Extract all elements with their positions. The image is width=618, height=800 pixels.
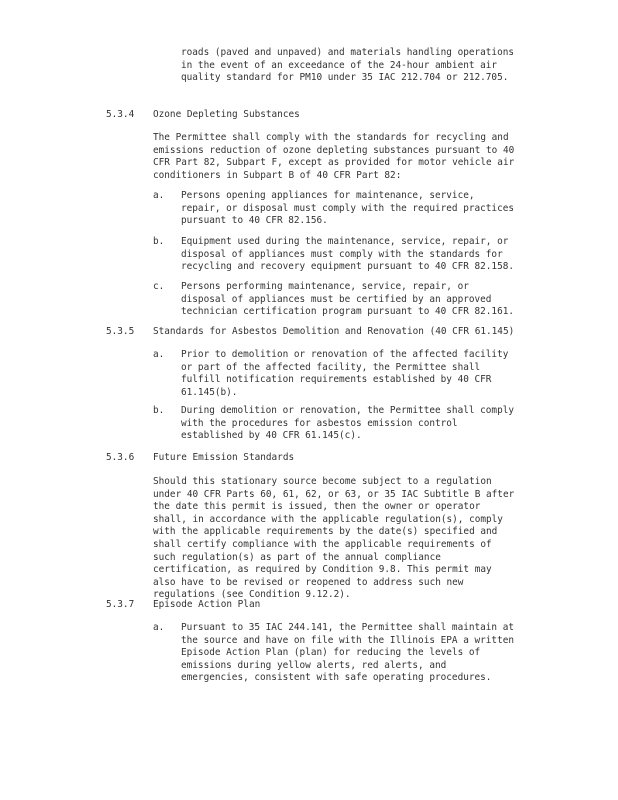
list-item-label: b. bbox=[153, 236, 165, 247]
text-line: emergencies, consistent with safe operating procedures. bbox=[181, 672, 492, 684]
text-line: such regulation(s) as part of the annual compliance bbox=[153, 551, 441, 563]
list-item bbox=[181, 190, 514, 228]
text-line: established by 40 CFR 61.145(c). bbox=[181, 430, 362, 442]
text-line: fulfill notification requirements established by 40 CFR bbox=[181, 374, 492, 386]
list-item-label: b. bbox=[153, 405, 165, 416]
text-line: with the procedures for asbestos emission control bbox=[181, 417, 458, 429]
text-line: the source and have on file with the Illinois EPA a written bbox=[181, 634, 515, 646]
list-item bbox=[181, 405, 514, 443]
text-line: Prior to demolition or renovation of the affected facility bbox=[181, 349, 509, 360]
text-line: emissions during yellow alerts, red alerts, and bbox=[181, 659, 447, 671]
section-title: Episode Action Plan bbox=[153, 599, 261, 610]
list-item bbox=[181, 349, 508, 399]
list-item-label: a. bbox=[153, 349, 165, 360]
text-line: repair, or disposal must comply with the required practices bbox=[181, 202, 515, 214]
text-line: Episode Action Plan (plan) for reducing the levels of bbox=[181, 647, 481, 659]
text-line: or part of the affected facility, the Permittee shall bbox=[181, 361, 481, 373]
text-line: technician certification program pursuant to 40 CFR 82.161. bbox=[181, 306, 515, 318]
list-item-label: c. bbox=[153, 281, 165, 292]
text-line: also have to be revised or reopened to address such new bbox=[153, 576, 464, 588]
text-line: certification, as required by Condition 9.8. This permit may bbox=[153, 564, 492, 576]
text-line: with the applicable requirements by the date(s) specified and bbox=[153, 526, 498, 538]
text-line: in the event of an exceedance of the 24-hour ambient air bbox=[181, 59, 498, 71]
section-title: Standards for Asbestos Demolition and Renovation (40 CFR 61.145) bbox=[153, 326, 515, 337]
text-line: 61.145(b). bbox=[181, 386, 238, 398]
text-line: shall certify compliance with the applicable requirements of bbox=[153, 538, 492, 550]
section-number: 5.3.7 bbox=[106, 599, 135, 610]
list-item bbox=[181, 622, 514, 685]
text-line: During demolition or renovation, the Permittee shall comply bbox=[181, 405, 515, 416]
list-item-label: a. bbox=[153, 190, 165, 201]
section-title: Future Emission Standards bbox=[153, 452, 295, 463]
section-number: 5.3.6 bbox=[106, 452, 135, 463]
section-number: 5.3.5 bbox=[106, 326, 135, 337]
section-title: Ozone Depleting Substances bbox=[153, 109, 300, 120]
text-line: roads (paved and unpaved) and materials handling operations bbox=[181, 47, 515, 58]
list-item bbox=[181, 281, 514, 319]
text-line: Should this stationary source become subject to a regulation bbox=[153, 476, 492, 487]
text-line: Persons performing maintenance, service, repair, or bbox=[181, 281, 469, 292]
list-item bbox=[181, 236, 514, 274]
text-line: disposal of appliances must be certified by an approved bbox=[181, 293, 492, 305]
text-line: CFR Part 82, Subpart F, except as provided for motor vehicle air bbox=[153, 157, 515, 169]
text-line: shall, in accordance with the applicable regulation(s), comply bbox=[153, 513, 503, 525]
section-paragraph bbox=[153, 476, 514, 602]
text-line: pursuant to 40 CFR 82.156. bbox=[181, 215, 328, 227]
text-line: disposal of appliances must comply with the standards for bbox=[181, 248, 503, 260]
text-line: regulations (see Condition 9.12.2). bbox=[153, 589, 351, 601]
text-line: the date this permit is issued, then the owner or operator bbox=[153, 501, 481, 513]
list-item-label: a. bbox=[153, 622, 165, 633]
text-line: emissions reduction of ozone depleting substances pursuant to 40 bbox=[153, 144, 515, 156]
text-line: The Permittee shall comply with the standards for recycling and bbox=[153, 132, 509, 143]
intro-continuation bbox=[181, 47, 514, 85]
text-line: Pursuant to 35 IAC 244.141, the Permittee shall maintain at bbox=[181, 622, 515, 633]
text-line: conditioners in Subpart B of 40 CFR Part 82: bbox=[153, 169, 402, 181]
text-line: recycling and recovery equipment pursuant to 40 CFR 82.158. bbox=[181, 261, 515, 273]
section-number: 5.3.4 bbox=[106, 109, 135, 120]
text-line: Persons opening appliances for maintenance, service, bbox=[181, 190, 475, 201]
text-line: Equipment used during the maintenance, service, repair, or bbox=[181, 236, 509, 247]
section-paragraph bbox=[153, 132, 514, 182]
text-line: under 40 CFR Parts 60, 61, 62, or 63, or 35 IAC Subtitle B after bbox=[153, 488, 515, 500]
text-line: quality standard for PM10 under 35 IAC 212.704 or 212.705. bbox=[181, 72, 509, 84]
